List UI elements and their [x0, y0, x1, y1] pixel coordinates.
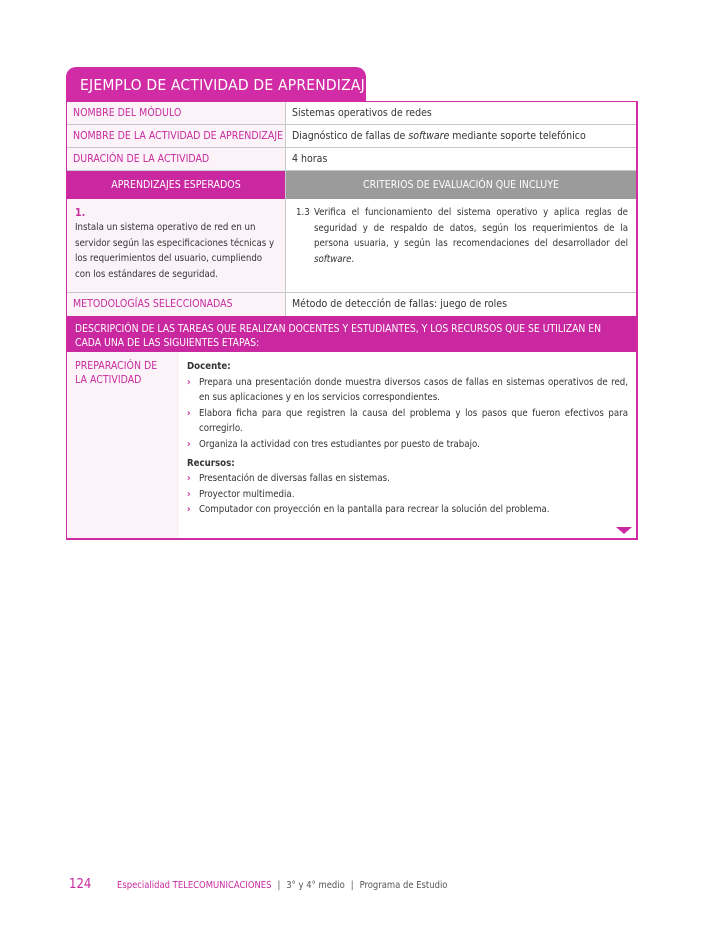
page-number: 124	[69, 877, 92, 892]
recurso-item	[187, 502, 628, 518]
docente-list	[187, 375, 628, 453]
activity-name-value	[286, 125, 636, 147]
methodology-value: Método de detección de fallas: juego de roles	[292, 298, 508, 310]
preparation-row	[67, 352, 636, 538]
row-activity-name	[67, 125, 636, 148]
row-methodology	[67, 293, 636, 316]
module-value: Sistemas operativos de redes	[292, 107, 432, 119]
chevron-right-icon: ›	[187, 504, 191, 516]
activity-table	[66, 101, 638, 540]
activity-name-text-end: mediante soporte telefónico	[449, 130, 586, 142]
activity-sheet	[66, 67, 638, 540]
row-duration	[67, 148, 636, 171]
preparation-content	[179, 352, 636, 538]
activity-name-italic: software	[408, 130, 450, 142]
footer-separator: |	[277, 880, 281, 891]
criterion-end: .	[351, 253, 355, 265]
recurso-item	[187, 471, 628, 487]
footer-specialty: Especialidad TELECOMUNICACIONES	[117, 880, 272, 891]
chevron-right-icon: ›	[187, 376, 191, 388]
criterion-number: 1.3	[296, 207, 310, 218]
chevron-right-icon: ›	[187, 407, 191, 419]
learning-header: APRENDIZAJES ESPERADOS	[67, 171, 286, 199]
column-headers	[67, 171, 636, 199]
page-footer	[69, 877, 447, 892]
footer-separator: |	[350, 880, 354, 891]
learning-number: 1.	[75, 207, 86, 219]
docente-item	[187, 406, 628, 437]
recursos-list	[187, 471, 628, 518]
recurso-item-text: Computador con proyección en la pantalla para recrear la solución del problema.	[199, 504, 550, 516]
chevron-right-icon: ›	[187, 473, 191, 485]
footer-program: Programa de Estudio	[359, 880, 448, 891]
docente-item-text: Prepara una presentación donde muestra diversos casos de fallas en sistemas operativos de red, en sus aplicaciones y en los servicios correspondientes.	[199, 376, 628, 404]
recursos-heading: Recursos:	[187, 457, 235, 469]
criterion-body: Verifica el funcionamiento del sistema operativo y aplica reglas de seguridad y de respaldo de datos, según los requerimientos de la persona usuaria, y según las recomendaciones del desarrollador del	[314, 207, 628, 250]
sheet-title: EJEMPLO DE ACTIVIDAD DE APRENDIZAJE	[66, 67, 366, 101]
methodology-label: METODOLOGÍAS SELECCIONADAS	[67, 293, 286, 316]
learning-text: Instala un sistema operativo de red en un servidor según las especificaciones técnicas y los requerimientos del usuario, cumpliendo con los estándares de seguridad.	[75, 222, 275, 280]
docente-item	[187, 375, 628, 406]
module-label: NOMBRE DEL MÓDULO	[67, 102, 286, 124]
recurso-item	[187, 487, 628, 503]
recurso-item-text: Proyector multimedia.	[199, 488, 295, 500]
learning-outcome	[67, 199, 286, 292]
recurso-item-text: Presentación de diversas fallas en sistemas.	[199, 473, 390, 485]
learning-criteria-row	[67, 199, 636, 293]
activity-name-text: Diagnóstico de fallas de	[292, 130, 409, 142]
duration-value: 4 horas	[292, 153, 328, 165]
row-module	[67, 102, 636, 125]
continue-triangle-icon	[616, 527, 632, 534]
evaluation-criterion	[286, 199, 636, 292]
chevron-right-icon: ›	[187, 438, 191, 450]
docente-item	[187, 437, 628, 453]
docente-item-text: Organiza la actividad con tres estudiantes por puesto de trabajo.	[199, 438, 480, 450]
criterion-text	[314, 205, 628, 286]
footer-grade: 3° y 4° medio	[286, 880, 345, 891]
criteria-header: CRITERIOS DE EVALUACIÓN QUE INCLUYE	[286, 171, 636, 199]
activity-name-label: NOMBRE DE LA ACTIVIDAD DE APRENDIZAJE	[67, 125, 286, 147]
docente-heading: Docente:	[187, 361, 231, 372]
criterion-italic: software	[314, 253, 352, 265]
preparation-label: PREPARACIÓN DE LA ACTIVIDAD	[67, 352, 179, 538]
duration-label: DURACIÓN DE LA ACTIVIDAD	[67, 148, 286, 170]
docente-item-text: Elabora ficha para que registren la causa del problema y los pasos que fueron efectivos para corregirlo.	[199, 407, 628, 435]
description-bar: DESCRIPCIÓN DE LAS TAREAS QUE REALIZAN DOCENTES Y ESTUDIANTES, Y LOS RECURSOS QUE SE UTILIZAN EN CADA UNA DE LAS SIGUIENTES ETAPAS:	[67, 316, 636, 352]
chevron-right-icon: ›	[187, 488, 191, 500]
